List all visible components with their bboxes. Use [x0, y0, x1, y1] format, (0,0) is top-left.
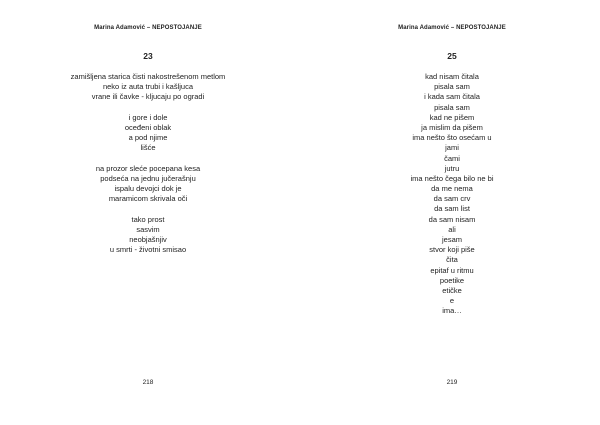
- poem-line: na prozor sleće pocepana kesa: [95, 163, 201, 173]
- poem-line: jutru: [444, 163, 460, 173]
- poem-number: 23: [143, 51, 153, 61]
- poem-line: a pod njime: [128, 133, 168, 143]
- poem-line: čita: [446, 255, 458, 265]
- page-number: 219: [446, 379, 458, 386]
- poem-number: 25: [447, 51, 457, 61]
- poem-line: ima nešto što osećam u: [412, 133, 492, 143]
- poem-line: da sam nisam: [428, 214, 476, 224]
- poem-line: zamišljena starica čisti nakostrešenom metlom: [70, 72, 226, 81]
- poem-line: sasvim: [136, 224, 160, 234]
- poem-line: epitaf u ritmu: [430, 265, 474, 275]
- poem-line: jami: [445, 143, 459, 153]
- poem-line: ja mislim da pišem: [421, 122, 483, 132]
- poem-line: lišće: [140, 143, 156, 153]
- poem-line: maramicom skrivala oči: [108, 194, 188, 204]
- stanza-break: [0, 103, 298, 113]
- running-header: Marina Adamović – NEPOSTOJANJE: [94, 25, 202, 31]
- poem-line: pisala sam: [434, 102, 470, 112]
- poem-line: ali: [448, 224, 456, 234]
- page-number: 218: [142, 379, 154, 386]
- poem-line: stvor koji piše: [429, 245, 475, 255]
- poem-line: i kada sam čitala: [424, 92, 480, 102]
- poem-line: čami: [444, 153, 460, 163]
- poem-line: ispalu devojci dok je: [114, 184, 182, 194]
- stanza-break: [0, 154, 298, 164]
- poem-line: kad ne pišem: [429, 112, 475, 122]
- poem-text: [0, 72, 298, 255]
- poem-line: neobjašnjiv: [129, 235, 167, 244]
- poem-line: neko iz auta trubi i kašljuca: [102, 82, 194, 92]
- right-page: [300, 0, 600, 425]
- poem-line: jesam: [441, 235, 462, 244]
- poem-line: podseća na jednu jučerašnju: [100, 173, 196, 183]
- poem-line: tako prost: [131, 214, 165, 224]
- poem-line: vrane ili čavke - kljucaju po ogradi: [91, 92, 205, 102]
- poem-text: [302, 72, 600, 317]
- poem-line: etičke: [442, 285, 462, 295]
- poem-line: i gore i dole: [128, 112, 168, 122]
- stanza-break: [0, 204, 298, 214]
- poem-line: pisala sam: [434, 82, 470, 92]
- poem-line: da sam list: [434, 204, 470, 214]
- poem-line: da me nema: [431, 184, 473, 194]
- poem-line: ima…: [442, 306, 462, 316]
- poem-line: oceđeni oblak: [124, 122, 172, 132]
- running-header: Marina Adamović – NEPOSTOJANJE: [398, 25, 506, 31]
- poem-line: ima nešto čega bilo ne bi: [410, 173, 494, 183]
- poem-line: poetike: [439, 275, 465, 285]
- poem-line: kad nisam čitala: [425, 72, 479, 81]
- poem-line: u smrti - životni smisao: [109, 245, 187, 255]
- poem-line: e: [449, 296, 455, 306]
- poem-line: da sam crv: [433, 194, 471, 204]
